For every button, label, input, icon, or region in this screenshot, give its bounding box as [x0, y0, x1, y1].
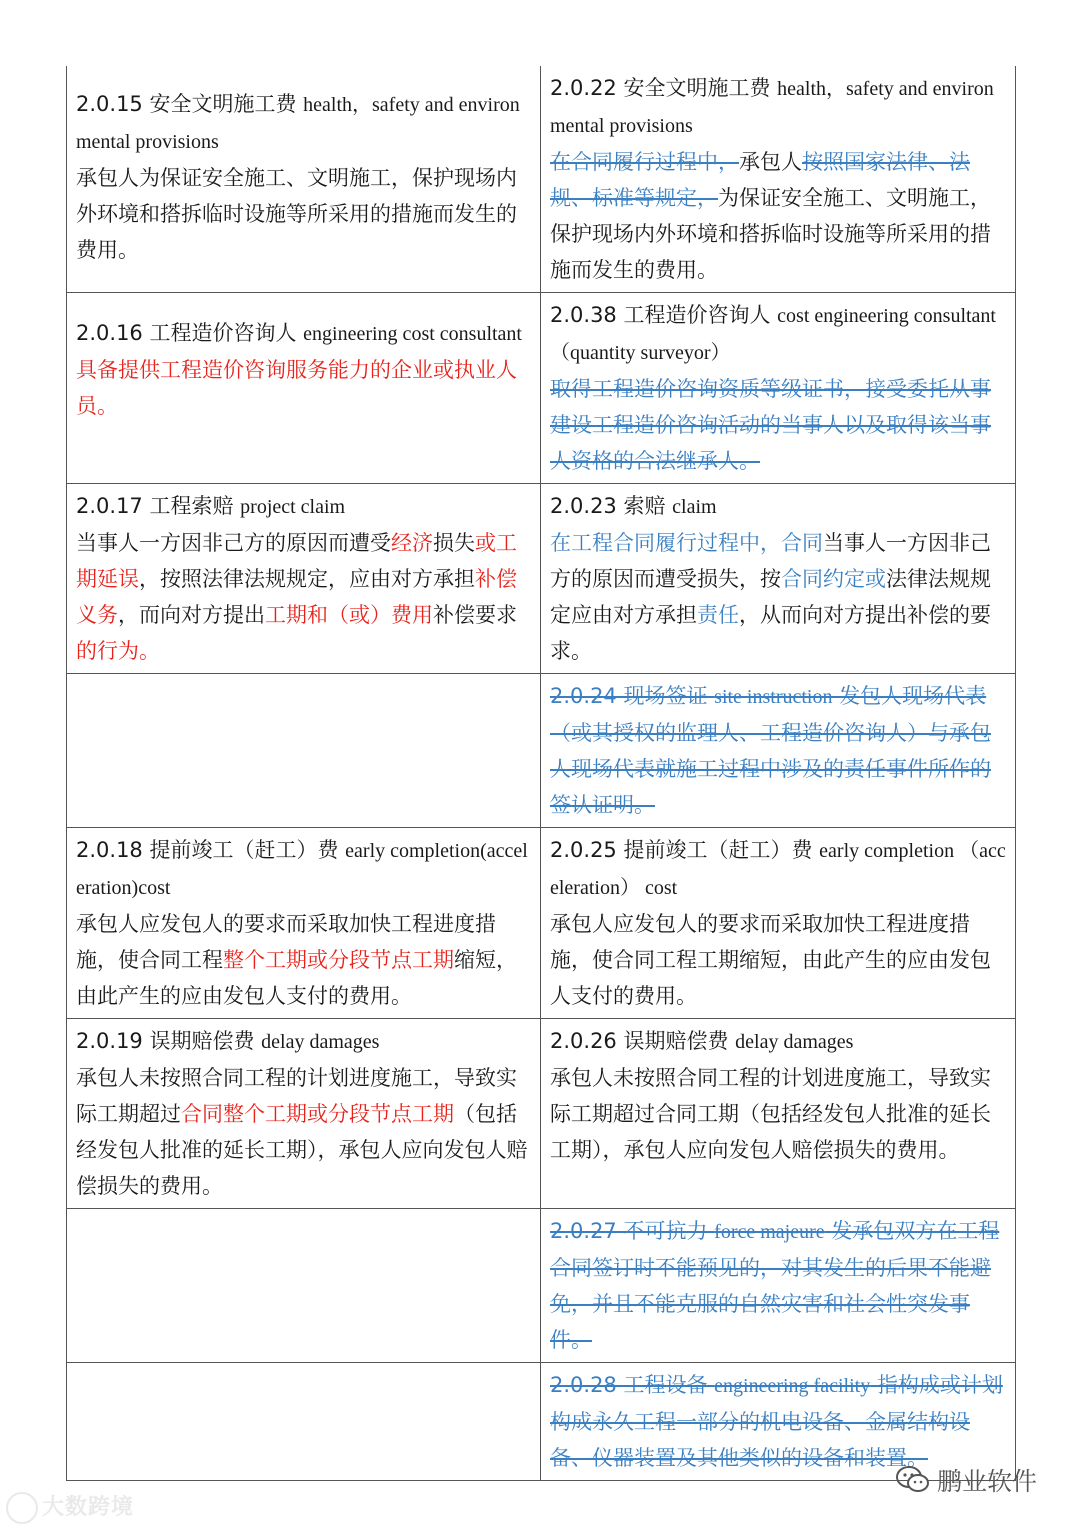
text-segment: 在合同履行过程中， — [550, 150, 739, 174]
watermark-right — [895, 1462, 1037, 1498]
table-row — [67, 674, 1016, 828]
text-segment: 的行为。 — [76, 639, 160, 663]
text-segment: 2.0.38 工程造价咨询人 — [550, 303, 778, 327]
text-segment: 2.0.17 工程索赔 — [76, 494, 241, 518]
text-segment: 指构成或计划构成永久工程一部分的机电设备、金属结构设备、仪器装置及其他类似的设备和装置。 — [550, 1373, 1003, 1470]
text-segment: 2.0.27 不可抗力 — [550, 1219, 715, 1243]
text-segment: project claim — [240, 496, 346, 518]
text-segment: ，而向对方提出 — [118, 603, 265, 627]
table-row — [67, 66, 1016, 293]
text-segment: 工期和（或）费用 — [265, 603, 433, 627]
new-standard-cell — [541, 1019, 1016, 1209]
text-segment: 承包人 — [739, 150, 802, 174]
text-segment: 2.0.18 提前竣工（赶工）费 — [76, 838, 346, 862]
text-segment: engineering facility — [714, 1375, 871, 1397]
old-standard-cell — [67, 828, 541, 1019]
new-standard-cell — [541, 484, 1016, 674]
text-segment: engineering cost consultant — [303, 323, 522, 345]
table-row — [67, 1363, 1016, 1481]
text-segment: 当事人一方因非己方的原因而遭受 — [76, 531, 391, 555]
text-segment: site instruction — [714, 686, 833, 708]
old-standard-cell — [67, 1019, 541, 1209]
text-segment: 2.0.15 安全文明施工费 — [76, 92, 304, 116]
text-segment: force majeure — [714, 1221, 825, 1243]
text-segment: 2.0.26 误期赔偿费 — [550, 1029, 736, 1053]
text-segment: ，从而向对方提出补偿的要求。 — [550, 603, 991, 663]
old-standard-cell — [67, 484, 541, 674]
wechat-icon — [895, 1465, 931, 1495]
text-segment: health，safety and environmental provisions — [550, 78, 994, 137]
text-segment: 取得工程造价咨询资质等级证书，接受委托从事建设工程造价咨询活动的当事人以及取得该当事人资格的合法继承人。 — [550, 377, 991, 473]
text-segment: delay damages — [261, 1031, 380, 1053]
text-segment: 2.0.19 误期赔偿费 — [76, 1029, 262, 1053]
table-row — [67, 828, 1016, 1019]
text-segment: health，safety and environmental provisions — [76, 94, 520, 153]
text-segment: cost engineering consultant（quantity surveyor） — [550, 305, 996, 364]
watermark-right-text: 鹏业软件 — [937, 1467, 1038, 1496]
text-segment: 或工期延误 — [76, 531, 517, 591]
text-segment: 2.0.24 现场签证 — [550, 684, 715, 708]
text-segment: 承包人未按照合同工程的计划进度施工，导致实际工期超过合同工期（包括经发包人批准的延长工期），承包人应向发包人赔偿损失的费用。 — [550, 1066, 991, 1162]
text-segment: 2.0.22 安全文明施工费 — [550, 76, 778, 100]
text-segment: early completion （acceleration） cost — [550, 840, 1006, 899]
table-row — [67, 484, 1016, 674]
text-segment: 责任 — [697, 603, 739, 627]
watermark-left-text: 大数跨境 — [42, 1495, 135, 1520]
text-segment: 2.0.25 提前竣工（赶工）费 — [550, 838, 820, 862]
text-segment: 2.0.28 工程设备 — [550, 1373, 715, 1397]
old-standard-cell — [67, 1209, 541, 1363]
watermark-left — [6, 1490, 134, 1524]
new-standard-cell — [541, 1209, 1016, 1363]
watermark-logo-icon — [6, 1492, 38, 1524]
text-segment: 当事人一方因非己方的原因而遭受损失，按 — [550, 531, 991, 591]
new-standard-cell — [541, 828, 1016, 1019]
text-segment: 承包人为保证安全施工、文明施工，保护现场内外环境和搭拆临时设施等所采用的措施而发生的费用。 — [76, 166, 517, 262]
text-segment: 发承包双方在工程合同签订时不能预见的，对其发生的后果不能避免，并且不能克服的自然灾害和社会性突发事件。 — [550, 1219, 1000, 1352]
text-segment: ，按照法律法规规定，应由对方承担 — [139, 567, 475, 591]
text-segment: 整个工期或分段节点工期 — [223, 948, 454, 972]
text-segment: 2.0.16 工程造价咨询人 — [76, 321, 304, 345]
new-standard-cell — [541, 674, 1016, 828]
new-standard-cell — [541, 293, 1016, 484]
table-row — [67, 1209, 1016, 1363]
standard-comparison-table — [66, 66, 1016, 1481]
text-segment: delay damages — [735, 1031, 854, 1053]
text-segment: 合同整个工期或分段节点工期 — [181, 1102, 454, 1126]
text-segment: 在工程合同履行过程中，合同 — [550, 531, 823, 555]
text-segment: 法律法规规定应由对方承担 — [550, 567, 991, 627]
text-segment: 合同约定或 — [781, 567, 886, 591]
text-segment: 具备提供工程造价咨询服务能力的企业或执业人员。 — [76, 358, 517, 418]
text-segment: early completion(acceleration)cost — [76, 840, 528, 899]
old-standard-cell — [67, 674, 541, 828]
table-row — [67, 1019, 1016, 1209]
text-segment: 发包人现场代表（或其授权的监理人、工程造价咨询人）与承包人现场代表就施工过程中涉及的责任事件所作的签认证明。 — [550, 684, 991, 817]
text-segment: claim — [672, 496, 717, 518]
text-segment: 承包人未按照合同工程的计划进度施工，导致实际工期超过 — [76, 1066, 517, 1126]
text-segment: 按照国家法律、法规、标准等规定， — [550, 150, 970, 210]
text-segment: 承包人应发包人的要求而采取加快工程进度措施，使合同工程工期缩短，由此产生的应由发包人支付的费用。 — [550, 912, 991, 1008]
table-row — [67, 293, 1016, 484]
text-segment: 承包人应发包人的要求而采取加快工程进度措施，使合同工程 — [76, 912, 496, 972]
text-segment: 为保证安全施工、文明施工，保护现场内外环境和搭拆临时设施等所采用的措施而发生的费用。 — [550, 186, 991, 282]
new-standard-cell — [541, 66, 1016, 293]
text-segment: 经济 — [391, 531, 433, 555]
old-standard-cell — [67, 1363, 541, 1481]
old-standard-cell — [67, 293, 541, 484]
text-segment: 损失 — [433, 531, 475, 555]
table-body — [67, 66, 1016, 1481]
old-standard-cell — [67, 66, 541, 293]
text-segment: 缩短，由此产生的应由发包人支付的费用。 — [76, 948, 517, 1008]
text-segment: 补偿要求 — [433, 603, 517, 627]
text-segment: （包括经发包人批准的延长工期），承包人应向发包人赔偿损失的费用。 — [76, 1102, 528, 1198]
text-segment: 2.0.23 索赔 — [550, 494, 673, 518]
text-segment: 补偿义务 — [76, 567, 517, 627]
